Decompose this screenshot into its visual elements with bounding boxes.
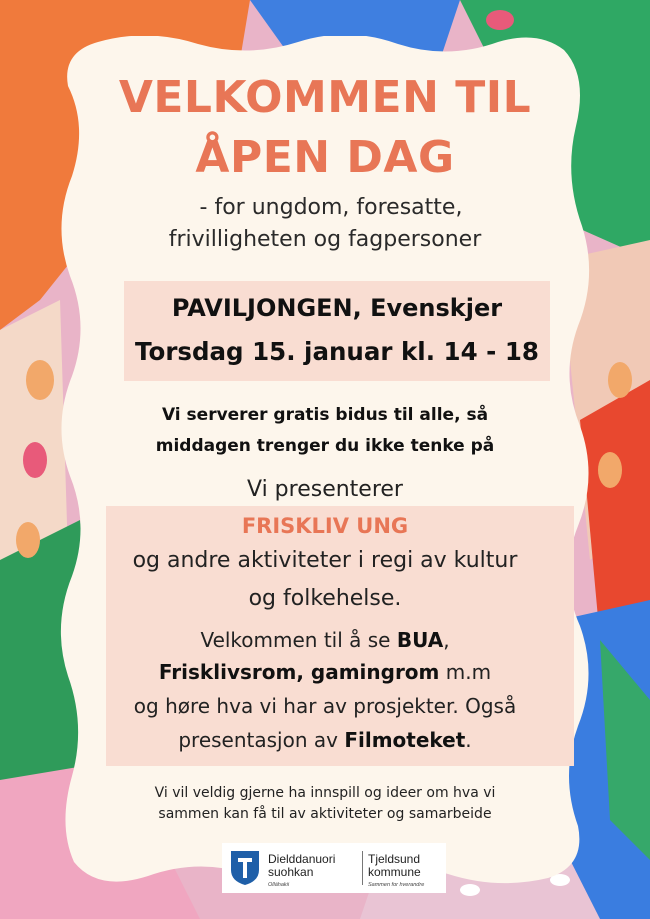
headline-line-1: VELKOMMEN TIL bbox=[118, 72, 532, 123]
activities-line-1: og andre aktiviteter i regi av kultur bbox=[132, 548, 518, 573]
welcome-line bbox=[0, 628, 650, 652]
headline-line-2: ÅPEN DAG bbox=[195, 132, 455, 183]
date-time-text: Torsdag 15. januar kl. 14 - 18 bbox=[135, 337, 539, 366]
venue-text: PAVILJONGEN, Evenskjer bbox=[171, 294, 503, 322]
food-info-line-1: Vi serverer gratis bidus til alle, så bbox=[161, 405, 489, 425]
activities-line-2: og folkehelse. bbox=[248, 586, 402, 611]
welcome-comma: , bbox=[443, 628, 450, 652]
logo-sami-line-1: Dielddanuori bbox=[268, 852, 336, 866]
logo-norwegian-line-1: Tjeldsund bbox=[368, 852, 421, 866]
subtitle-line-2: frivilligheten og fagpersoner bbox=[168, 227, 482, 252]
municipality-logo bbox=[222, 843, 446, 893]
present-intro: Vi presenterer bbox=[247, 477, 403, 502]
rooms-text: Frisklivsrom, gamingrom bbox=[158, 660, 440, 684]
friskliv-ung-heading: FRISKLIV UNG bbox=[241, 514, 409, 538]
filmoteket-text: Filmoteket bbox=[344, 728, 466, 752]
municipality-shield-icon bbox=[230, 850, 260, 886]
rooms-line bbox=[0, 660, 650, 684]
logo-sami-line-2: suohkan bbox=[268, 865, 314, 879]
food-info-line-2: middagen trenger du ikke tenke på bbox=[155, 436, 495, 456]
logo-divider bbox=[362, 851, 363, 885]
footer-line-1: Vi vil veldig gjerne ha innspill og ideer om hva vi bbox=[154, 785, 496, 801]
welcome-text: Velkommen til å se bbox=[200, 628, 397, 652]
film-period: . bbox=[465, 728, 472, 752]
footer-line-2: sammen kan få til av aktiviteter og samarbeide bbox=[158, 806, 492, 822]
subtitle-line-1: - for ungdom, foresatte, bbox=[199, 195, 463, 220]
film-text: presentasjon av bbox=[178, 728, 345, 752]
projects-line: og høre hva vi har av prosjekter. Også bbox=[133, 694, 517, 718]
bua-text: BUA bbox=[396, 628, 444, 652]
rooms-suffix: m.m bbox=[439, 660, 492, 684]
logo-norwegian-line-2: kommune bbox=[368, 865, 421, 879]
film-line bbox=[0, 728, 650, 752]
logo-norwegian-tagline: Sammen for hverandre bbox=[368, 882, 425, 888]
logo-sami-tagline: Olláhakii bbox=[268, 882, 290, 888]
